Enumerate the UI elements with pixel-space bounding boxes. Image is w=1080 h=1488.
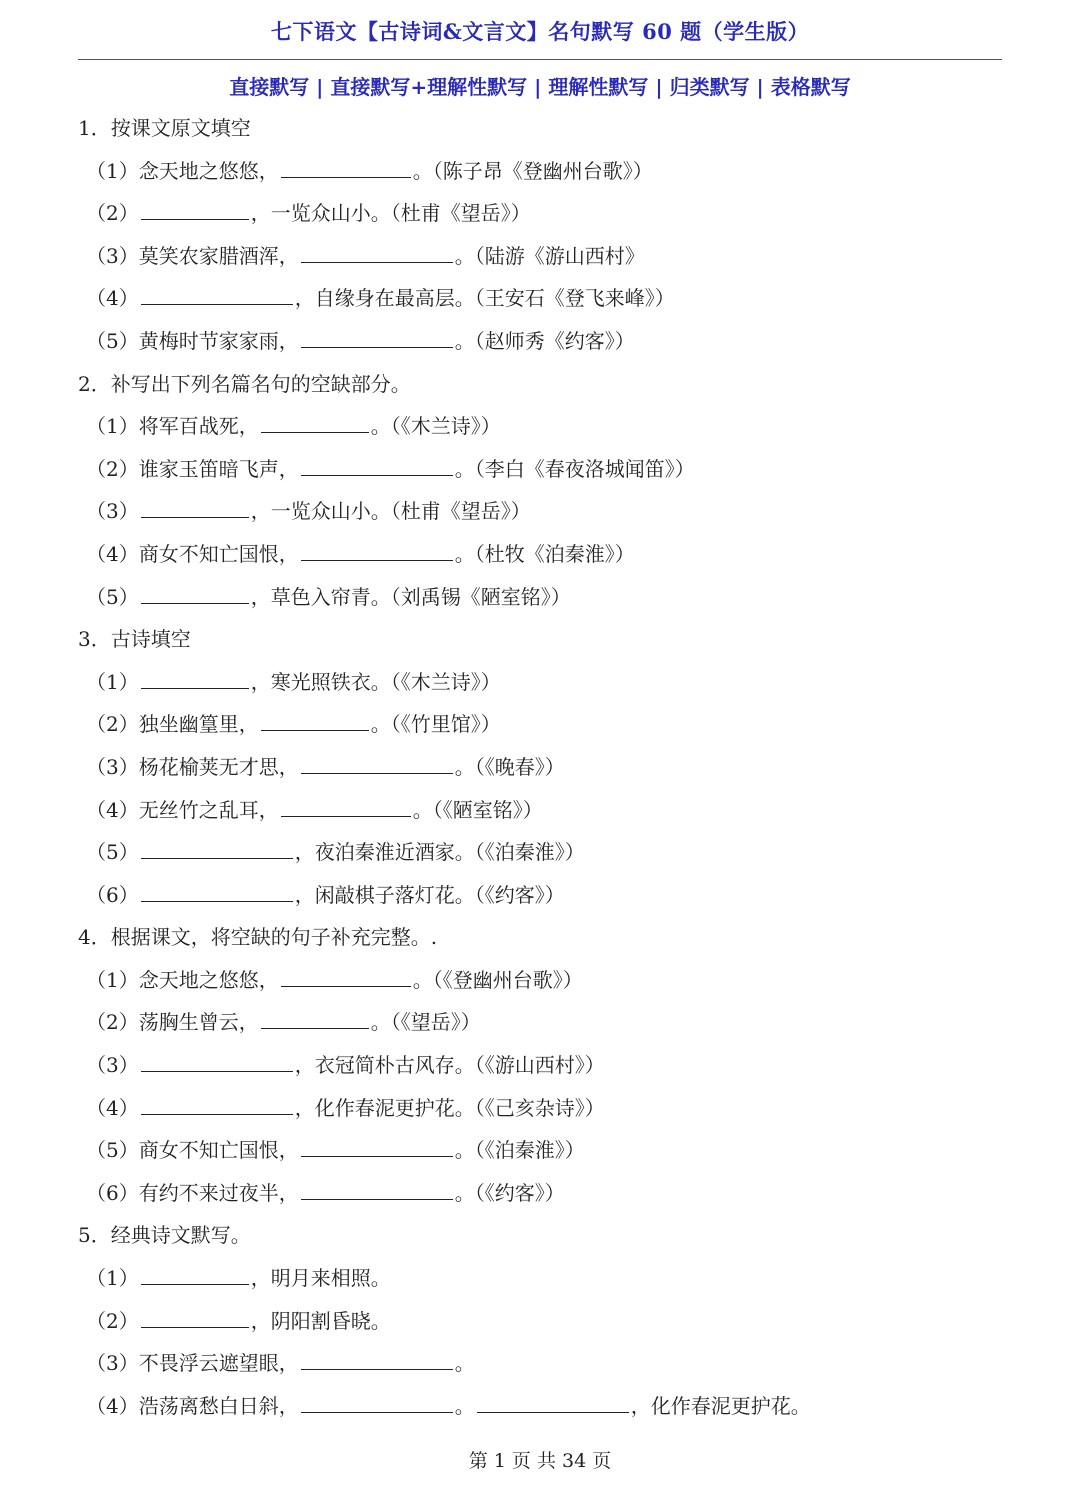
item-after-text: 。（《泊秦淮》） bbox=[454, 1138, 585, 1163]
fill-in-item bbox=[78, 1172, 1018, 1215]
header-divider bbox=[78, 59, 1002, 60]
item-after-text: 。（李白《春夜洛城闻笛》） bbox=[454, 456, 695, 481]
fill-in-item bbox=[78, 576, 1018, 619]
question-text: 5．经典诗文默写。 bbox=[78, 1223, 251, 1248]
fill-in-item bbox=[78, 533, 1018, 576]
answer-blank[interactable] bbox=[301, 1394, 453, 1413]
answer-blank[interactable] bbox=[301, 1351, 453, 1370]
fill-in-item bbox=[78, 490, 1018, 533]
item-after-text: ，寒光照铁衣。（《木兰诗》） bbox=[250, 669, 501, 694]
item-text: （3） bbox=[86, 1053, 139, 1078]
answer-blank[interactable] bbox=[141, 1266, 249, 1285]
item-after-text: ，一览众山小。（杜甫《望岳》） bbox=[250, 201, 531, 226]
fill-in-item bbox=[78, 874, 1018, 917]
item-after-text: 。（《陋室铭》） bbox=[412, 797, 543, 822]
item-after-text: ，自缘身在最高层。（王安石《登飞来峰》） bbox=[294, 286, 675, 311]
item-after-text: 。（《约客》） bbox=[454, 1180, 565, 1205]
answer-blank[interactable] bbox=[141, 883, 293, 902]
item-text: （3）莫笑农家腊酒浑， bbox=[86, 243, 299, 268]
fill-in-item bbox=[78, 320, 1018, 363]
fill-in-item bbox=[78, 1257, 1018, 1300]
item-text: （3）不畏浮云遮望眼， bbox=[86, 1351, 299, 1376]
answer-blank[interactable] bbox=[281, 798, 411, 817]
item-after-text: ，阴阳割昏晓。 bbox=[250, 1308, 391, 1333]
question-text: 3．古诗填空 bbox=[78, 627, 191, 652]
item-after-text: 。（《晚春》） bbox=[454, 754, 565, 779]
question-text: 4．根据课文，将空缺的句子补充完整。. bbox=[78, 925, 438, 950]
item-text: （4） bbox=[86, 286, 139, 311]
item-after-text: ，化作春泥更护花。（《己亥杂诗》） bbox=[294, 1095, 605, 1120]
answer-blank[interactable] bbox=[141, 585, 249, 604]
answer-blank[interactable] bbox=[141, 840, 293, 859]
item-after-text: 。（《竹里馆》） bbox=[370, 712, 501, 737]
item-text: （3） bbox=[86, 499, 139, 524]
fill-in-item bbox=[78, 661, 1018, 704]
item-after-text: 。（赵师秀《约客》） bbox=[454, 328, 635, 353]
question-title bbox=[78, 107, 1018, 150]
item-after-text: 。（杜牧《泊秦淮》） bbox=[454, 541, 635, 566]
answer-blank[interactable] bbox=[141, 286, 293, 305]
item-text: （1）念天地之悠悠， bbox=[86, 967, 279, 992]
item-text: （5）黄梅时节家家雨， bbox=[86, 328, 299, 353]
item-text: （1）念天地之悠悠， bbox=[86, 158, 279, 183]
fill-in-item bbox=[78, 703, 1018, 746]
answer-blank[interactable] bbox=[141, 499, 249, 518]
item-after-text: 。（《木兰诗》） bbox=[370, 414, 501, 439]
item-text: （4）商女不知亡国恨， bbox=[86, 541, 299, 566]
item-text: （4）无丝竹之乱耳， bbox=[86, 797, 279, 822]
answer-blank[interactable] bbox=[281, 159, 411, 178]
item-text: （5） bbox=[86, 584, 139, 609]
fill-in-item bbox=[78, 1342, 1018, 1385]
item-after-text: 。（《登幽州台歌》） bbox=[412, 967, 583, 992]
item-text: （2）独坐幽篁里， bbox=[86, 712, 259, 737]
item-after-text: 。（陆游《游山西村》 bbox=[454, 243, 645, 268]
item-text: （5）商女不知亡国恨， bbox=[86, 1138, 299, 1163]
item-after-text: ，一览众山小。（杜甫《望岳》） bbox=[250, 499, 531, 524]
answer-blank[interactable] bbox=[261, 712, 369, 731]
item-after-text: ，草色入帘青。（刘禹锡《陋室铭》） bbox=[250, 584, 571, 609]
item-after-text: 。（《望岳》） bbox=[370, 1010, 481, 1035]
fill-in-item bbox=[78, 959, 1018, 1002]
fill-in-item bbox=[78, 192, 1018, 235]
item-after-text: 。 bbox=[454, 1351, 475, 1376]
answer-blank[interactable] bbox=[141, 201, 249, 220]
answer-blank[interactable] bbox=[261, 1010, 369, 1029]
item-text: （3）杨花榆荚无才思， bbox=[86, 754, 299, 779]
fill-in-item bbox=[78, 405, 1018, 448]
question-title bbox=[78, 618, 1018, 661]
answer-blank[interactable] bbox=[301, 755, 453, 774]
item-after-text: ，化作春泥更护花。 bbox=[630, 1393, 811, 1418]
question-text: 2．补写出下列名篇名句的空缺部分。 bbox=[78, 371, 411, 396]
question-list bbox=[78, 107, 1018, 1427]
question-text: 1．按课文原文填空 bbox=[78, 116, 251, 140]
answer-blank[interactable] bbox=[301, 244, 453, 263]
item-text: （2） bbox=[86, 1308, 139, 1333]
item-text: （2）荡胸生曾云， bbox=[86, 1010, 259, 1035]
item-after-text: ，夜泊秦淮近酒家。（《泊秦淮》） bbox=[294, 840, 585, 865]
answer-blank[interactable] bbox=[141, 670, 249, 689]
item-text: （1）将军百战死， bbox=[86, 414, 259, 439]
fill-in-item bbox=[78, 1044, 1018, 1087]
item-text: （1） bbox=[86, 669, 139, 694]
question-title bbox=[78, 363, 1018, 406]
item-text: （5） bbox=[86, 840, 139, 865]
item-text: （1） bbox=[86, 1266, 139, 1291]
item-text: （6）有约不来过夜半， bbox=[86, 1180, 299, 1205]
answer-blank[interactable] bbox=[301, 1181, 453, 1200]
fill-in-item bbox=[78, 235, 1018, 278]
item-text: （4）浩荡离愁白日斜， bbox=[86, 1393, 299, 1418]
answer-blank[interactable] bbox=[261, 414, 369, 433]
question-title bbox=[78, 1214, 1018, 1257]
fill-in-item bbox=[78, 448, 1018, 491]
fill-in-item bbox=[78, 831, 1018, 874]
item-after-text: ，衣冠简朴古风存。（《游山西村》） bbox=[294, 1053, 605, 1078]
question-title bbox=[78, 916, 1018, 959]
answer-blank[interactable] bbox=[477, 1394, 629, 1413]
answer-blank[interactable] bbox=[301, 542, 453, 561]
answer-blank[interactable] bbox=[141, 1053, 293, 1072]
item-after-text: ，闲敲棋子落灯花。（《约客》） bbox=[294, 882, 565, 907]
item-text: （4） bbox=[86, 1095, 139, 1120]
section-subtitle: 直接默写 | 直接默写+理解性默写 | 理解性默写 | 归类默写 | 表格默写 bbox=[229, 75, 851, 99]
page-title: 七下语文【古诗词&文言文】名句默写 60 题（学生版） bbox=[270, 19, 810, 44]
page-number: 第 1 页 共 34 页 bbox=[468, 1450, 612, 1472]
answer-blank[interactable] bbox=[281, 968, 411, 987]
item-after-text: 。 bbox=[454, 1393, 475, 1418]
fill-in-item bbox=[78, 150, 1018, 193]
answer-blank[interactable] bbox=[301, 329, 453, 348]
item-after-text: ，明月来相照。 bbox=[250, 1266, 391, 1291]
item-after-text: 。（陈子昂《登幽州台歌》） bbox=[412, 158, 653, 183]
fill-in-item bbox=[78, 277, 1018, 320]
item-text: （6） bbox=[86, 882, 139, 907]
fill-in-item bbox=[78, 1300, 1018, 1343]
fill-in-item bbox=[78, 1385, 1018, 1428]
fill-in-item bbox=[78, 789, 1018, 832]
item-text: （2） bbox=[86, 201, 139, 226]
fill-in-item bbox=[78, 1001, 1018, 1044]
answer-blank[interactable] bbox=[141, 1096, 293, 1115]
answer-blank[interactable] bbox=[301, 457, 453, 476]
fill-in-item bbox=[78, 1087, 1018, 1130]
answer-blank[interactable] bbox=[301, 1138, 453, 1157]
item-text: （2）谁家玉笛暗飞声， bbox=[86, 456, 299, 481]
fill-in-item bbox=[78, 746, 1018, 789]
answer-blank[interactable] bbox=[141, 1309, 249, 1328]
fill-in-item bbox=[78, 1129, 1018, 1172]
